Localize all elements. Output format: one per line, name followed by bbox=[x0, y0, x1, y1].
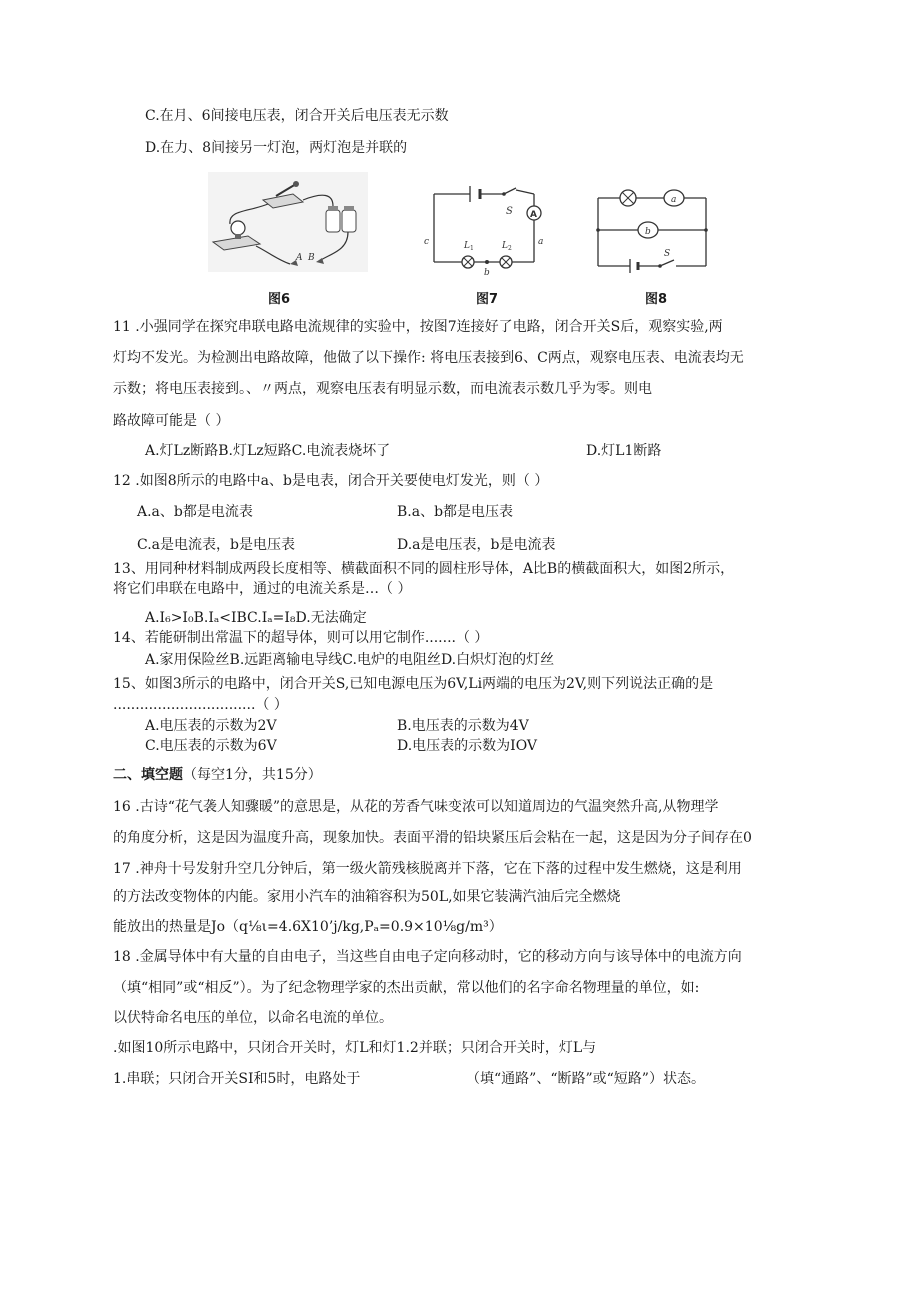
q18-line-3: 以伏特命名电压的单位，以命名电流的单位。 bbox=[113, 1010, 393, 1026]
q15-option-b: B.电压表的示数为4V bbox=[397, 718, 529, 734]
fig7-label-l2-sub: 2 bbox=[508, 245, 512, 252]
q17-line-2: 的方法改变物体的内能。家用小汽车的油箱容积为50L,如果它装满汽油后完全燃烧 bbox=[113, 889, 621, 905]
q15-line-1: 15、如图3所示的电路中，闭合开关S,已知电源电压为6V,Li两端的电压为2V,则下列说法正确的是 bbox=[113, 676, 714, 692]
figure-6-apparatus bbox=[208, 172, 368, 272]
fig7-label-s: S bbox=[506, 206, 513, 217]
fig7-label-a: a bbox=[538, 237, 544, 247]
figure-8-circuit bbox=[590, 178, 716, 276]
q15-option-d: D.电压表的示数为IOV bbox=[397, 738, 538, 754]
fig7-ammeter-label: A bbox=[530, 210, 537, 220]
q11-option-d: D.灯L1断路 bbox=[586, 443, 662, 459]
q12-option-a: A.a、b都是电流表 bbox=[137, 504, 253, 520]
q15-line-2: ................................（ ） bbox=[113, 697, 288, 713]
fig8-meter-a-label: a bbox=[671, 195, 677, 205]
figure-8-caption: 图8 bbox=[645, 292, 668, 307]
q10-option-c: C.在月、6间接电压表，闭合开关后电压表无示数 bbox=[145, 108, 449, 124]
section-2-heading bbox=[113, 766, 322, 784]
q14-stem: 14、若能研制出常温下的超导体，则可以用它制作.......（ ） bbox=[113, 630, 489, 646]
q19-line-2b: （填“通路”、“断路”或“短路”）状态。 bbox=[466, 1071, 705, 1087]
figure-7-circuit bbox=[422, 176, 554, 276]
fig7-label-c: c bbox=[424, 237, 430, 247]
q19-line-2a: 1.串联；只闭合开关SI和5时，电路处于 bbox=[113, 1071, 361, 1087]
section-2-note: （每空1分，共15分） bbox=[183, 767, 322, 783]
q13-line-2: 将它们串联在电路中，通过的电流关系是…（ ） bbox=[113, 581, 412, 597]
fig7-label-b: b bbox=[484, 268, 490, 276]
q12-option-c: C.a是电流表，b是电压表 bbox=[137, 537, 295, 553]
fig6-label-b: B bbox=[308, 253, 315, 263]
q15-option-a: A.电压表的示数为2V bbox=[145, 718, 277, 734]
q11-line-1: 11 .小强同学在探究串联电路电流规律的实验中，按图7连接好了电路，闭合开关S后，观察实验,两 bbox=[113, 319, 723, 335]
fig8-meter-b-label: b bbox=[645, 227, 651, 237]
q17-line-3: 能放出的热量是Jo（q⅛ι=4.6X10’j/kg,Pₐ=0.9×10⅛g/m³） bbox=[113, 919, 503, 935]
q16-line-2: 的角度分析，这是因为温度升高，现象加快。表面平滑的铅块紧压后会粘在一起，这是因为分子间存在0 bbox=[113, 830, 752, 846]
q19-line-1: .如图10所示电路中，只闭合开关时，灯L和灯1.2并联；只闭合开关时，灯L与 bbox=[113, 1040, 597, 1056]
fig6-label-a: A bbox=[296, 253, 303, 263]
q18-line-2: （填“相同”或“相反”）。为了纪念物理学家的杰出贡献，常以他们的名字命名物理量的单位，如: bbox=[113, 980, 700, 996]
q11-line-3: 示数；将电压表接到。、〃两点，观察电压表有明显示数，而电流表示数几乎为零。则电 bbox=[113, 381, 652, 397]
fig8-label-s: S bbox=[664, 249, 671, 259]
fig7-label-l1-sub: 1 bbox=[470, 245, 474, 252]
q10-option-d: D.在力、8间接另一灯泡，两灯泡是并联的 bbox=[145, 140, 408, 156]
q13-options: A.I₆>I₀B.Iₐ<IBC.Iₐ=I₈D.无法确定 bbox=[145, 610, 367, 626]
q15-option-c: C.电压表的示数为6V bbox=[145, 738, 277, 754]
q11-line-4: 路故障可能是（ ） bbox=[113, 413, 230, 429]
q12-stem: 12 .如图8所示的电路中a、b是电表，闭合开关要使电灯发光，则（ ） bbox=[113, 473, 549, 489]
q13-line-1: 13、用同种材料制成两段长度相等、横截面积不同的圆柱形导体，A比B的横截面积大，如图2所示， bbox=[113, 561, 735, 577]
fig7-label-l1: L bbox=[464, 241, 470, 251]
fig7-label-l2: L bbox=[502, 241, 508, 251]
q18-line-1: 18 .金属导体中有大量的自由电子，当这些自由电子定向移动时，它的移动方向与该导体中的电流方向 bbox=[113, 949, 742, 965]
section-2-title: 二、填空题 bbox=[113, 767, 183, 783]
q11-options-abc: A.灯Lz断路B.灯Lz短路C.电流表烧坏了 bbox=[145, 443, 391, 459]
q17-line-1: 17 .神舟十号发射升空几分钟后，第一级火箭残核脱离并下落，它在下落的过程中发生燃烧，这是利用 bbox=[113, 861, 742, 877]
q16-line-1: 16 .古诗“花气袭人知骤暖”的意思是，从花的芳香气味变浓可以知道周边的气温突然升高,从物理学 bbox=[113, 799, 719, 815]
figure-6-caption: 图6 bbox=[268, 292, 291, 307]
q14-options: A.家用保险丝B.远距离输电导线C.电炉的电阻丝D.白炽灯泡的灯丝 bbox=[145, 652, 555, 668]
q11-line-2: 灯均不发光。为检测出电路故障，他做了以下操作: 将电压表接到6、C两点，观察电压表、电流表均无 bbox=[113, 350, 744, 366]
q12-option-d: D.a是电压表，b是电流表 bbox=[397, 537, 556, 553]
q12-option-b: B.a、b都是电压表 bbox=[397, 504, 514, 520]
figure-7-caption: 图7 bbox=[476, 292, 499, 307]
